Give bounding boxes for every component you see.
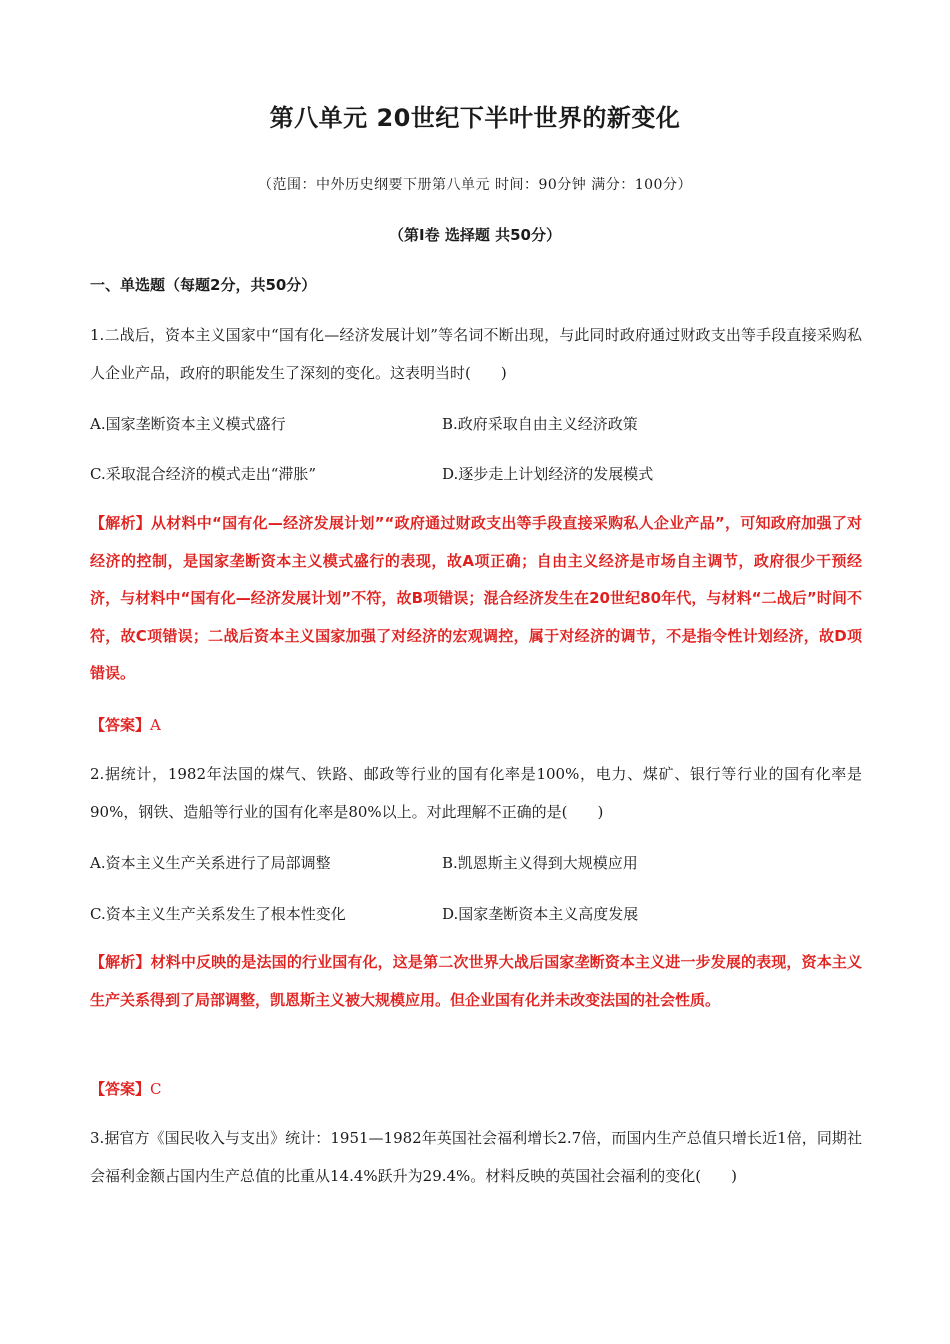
- question-2-option-c: C.资本主义生产关系发生了根本性变化: [90, 905, 346, 923]
- question-1-stem: 1.二战后，资本主义国家中“国有化—经济发展计划”等名词不断出现，与此同时政府通过财政支出等手段直接采购私人企业产品，政府的职能发生了深刻的变化。这表明当时( ): [90, 326, 862, 382]
- page-title: 第八单元 20世纪下半叶世界的新变化: [269, 104, 681, 132]
- question-1-answer: [90, 714, 161, 735]
- question-2-option-d: D.国家垄断资本主义高度发展: [442, 905, 639, 923]
- answer-tag: 【答案】: [90, 716, 151, 734]
- question-2-stem: 2.据统计，1982年法国的煤气、铁路、邮政等行业的国有化率是100%，电力、煤矿、银行等行业的国有化率是90%，钢铁、造船等行业的国有化率是80%以上。对此理解不正确的是( ): [90, 765, 862, 821]
- analysis-text: 材料中反映的是法国的行业国有化，这是第二次世界大战后国家垄断资本主义进一步发展的表现，资本主义生产关系得到了局部调整，凯恩斯主义被大规模应用。但企业国有化并未改变法国的社会性质。: [90, 953, 862, 1009]
- question-1-options-row-2: [90, 463, 862, 487]
- question-2-answer: [90, 1078, 162, 1099]
- question-1-options-row-1: [90, 413, 862, 437]
- section-heading: （第Ⅰ卷 选择题 共50分）: [389, 226, 561, 244]
- question-2-option-a: A.资本主义生产关系进行了局部调整: [90, 854, 331, 872]
- answer-tag: 【答案】: [90, 1080, 151, 1098]
- answer-value: C: [150, 1080, 162, 1098]
- question-1-option-d: D.逐步走上计划经济的发展模式: [442, 465, 654, 483]
- question-1-option-a: A.国家垄断资本主义模式盛行: [90, 415, 286, 433]
- analysis-tag: 【解析】: [90, 514, 152, 532]
- question-2-option-b: B.凯恩斯主义得到大规模应用: [442, 854, 638, 872]
- analysis-text: 从材料中“国有化—经济发展计划”“政府通过财政支出等手段直接采购私人企业产品”，可知政府加强了对经济的控制，是国家垄断资本主义模式盛行的表现，故A项正确；自由主义经济是市场自主调节，政府很少干预经济，与材料中“国有化—经济发展计划”不符，故B项错误；混合经济发生在20世纪80年代，与材料“二战后”时间不符，故C项错误；二战后资本主义国家加强了对经济的宏观调控，属于对经济的调节，不是指令性计划经济，故D项错误。: [90, 514, 862, 682]
- question-2-options-row-1: [90, 852, 862, 876]
- question-3-stem: 3.据官方《国民收入与支出》统计：1951—1982年英国社会福利增长2.7倍，而国内生产总值只增长近1倍，同期社会福利金额占国内生产总值的比重从14.4%跃升为29.4%。材料反映的英国社会福利的变化( ): [90, 1129, 862, 1185]
- question-1-option-b: B.政府采取自由主义经济政策: [442, 415, 638, 433]
- question-1-option-c: C.采取混合经济的模式走出“滞胀”: [90, 465, 317, 483]
- exam-scope: （范围：中外历史纲要下册第八单元 时间：90分钟 满分：100分）: [258, 177, 692, 193]
- part-heading: 一、单选题（每题2分，共50分）: [90, 276, 317, 294]
- question-1-analysis: [90, 505, 862, 693]
- answer-value: A: [150, 716, 161, 734]
- question-2-options-row-2: [90, 903, 862, 927]
- analysis-tag: 【解析】: [90, 953, 151, 971]
- question-2-analysis: [90, 944, 862, 1019]
